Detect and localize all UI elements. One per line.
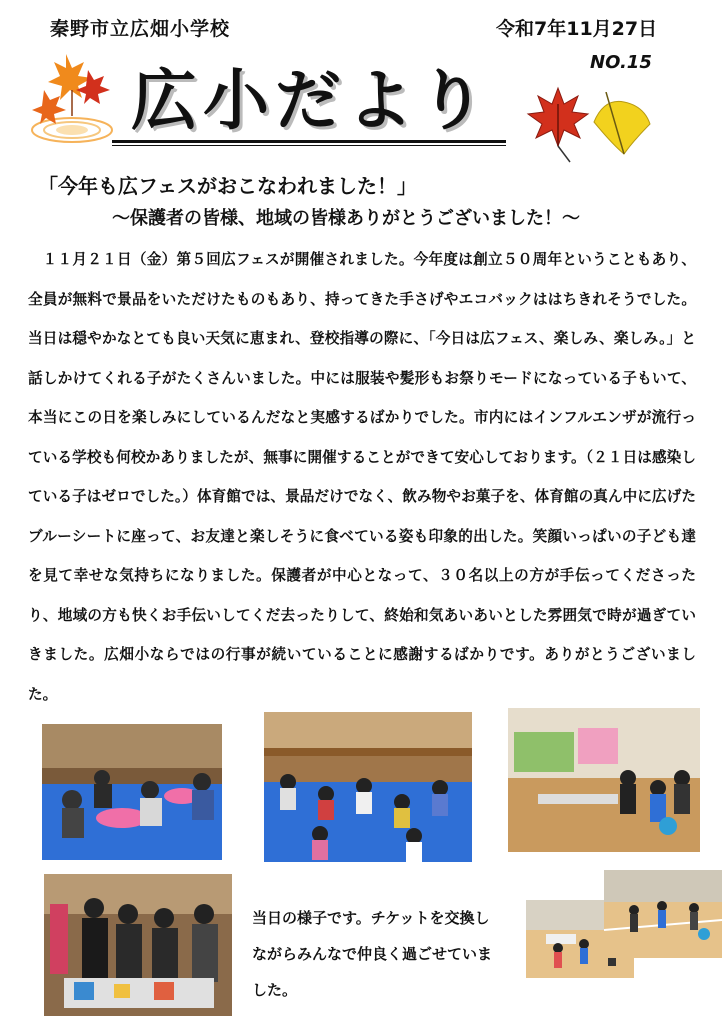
title-underline-thin [112,145,506,146]
maple-leaves-icon [26,46,116,150]
event-photo-6 [604,870,722,958]
school-name: 秦野市立広畑小学校 [50,18,231,40]
ginkgo-leaf-icon [584,92,654,166]
article-headline: 「今年も広フェスがおこなわれました！」 [38,174,417,198]
photo-caption: 当日の様子です。チケットを交換しながらみんなで仲良く過ごせていました。 [252,909,493,999]
event-photo-2 [264,712,472,862]
event-photo-1 [42,724,222,860]
issue-date: 令和7年11月27日 [496,18,658,40]
newsletter-title: 広小だより [131,62,491,139]
event-photo-4 [44,874,232,1016]
article-paragraph: １１月２１日（金）第５回広フェスが開催されました。今年度は創立５０周年ということもあり、全員が無料で景品をいただけたものもあり、持ってきた手さげやエコバックははちきれそうでした。当日は穏やかなとても良い天気に恵まれ、登校指導の際に、「今日は広フェス、楽しみ、楽しみ。」と話しかけてくれる子がたくさんいました。中には服装や髪形もお祭りモードになっている子もいて、本当にこの日を楽しみにしているんだなと実感するばかりでした。市内にはインフルエンザが流行っている学校も何校かありましたが、無事に開催することができて安心しております。（２１日は感染している子はゼロでした。）体育館では、景品だけでなく、飲み物やお菓子を、体育館の真ん中に広げたブルーシートに座って、お友達と楽しそうに食べている姿も印象的出した。笑顔いっぱいの子ども達を見て幸せな気持ちになりました。保護者が中心となって、３０名以上の方が手伝ってくださったり、地域の方も快くお手伝いしてくだ去ったりして、終始和気あいあいとした雰囲気で時が過ぎていきました。広畑小ならではの行事が続いていることに感謝するばかりです。ありがとうございました。 [28,251,696,703]
event-photo-3 [508,708,700,852]
issue-number: NO.15 [590,52,652,73]
article-subheadline: ～保護者の皆様、地域の皆様ありがとうございました！～ [112,208,580,229]
maple-leaf-icon [526,84,590,168]
article-body [28,240,696,714]
title-underline [112,140,506,143]
